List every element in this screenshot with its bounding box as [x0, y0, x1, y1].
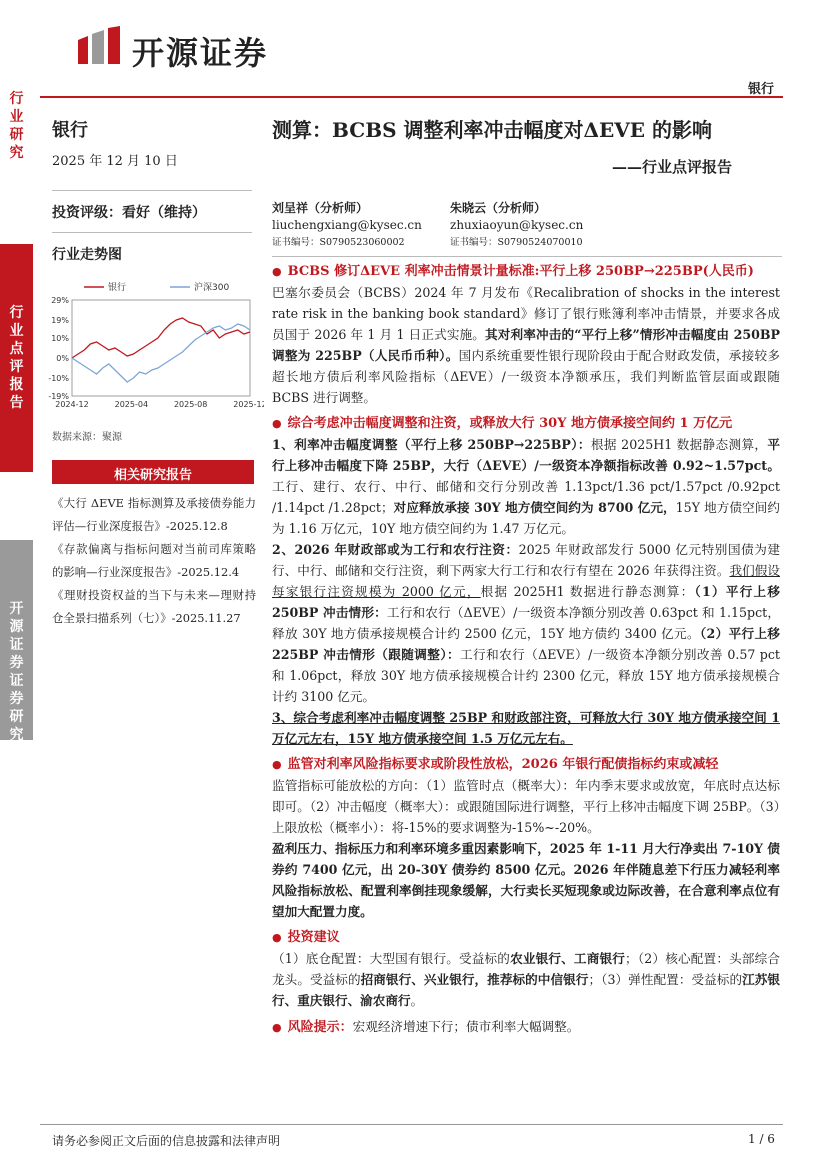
section-paragraph: 监管指标可能放松的方向：（1）监管时点（概率大）：年内季末要求或放宽，年底时点达标即可。（2）冲击幅度（概率大）：或跟随国际进行调整，平行上移冲击幅度下调 25BP。（3）上限放松（概率小）：将-15%的要求调整为-15%~-20%。 [272, 778, 780, 835]
text: 根据 2025H1 数据静态测算， [590, 437, 768, 452]
section-heading: ● 投资建议 [272, 928, 780, 948]
related-title: 相关研究报告 [113, 468, 192, 483]
analyst-cert: 证书编号：S0790524070010 [450, 237, 583, 248]
footer-disclaimer: 请务必参阅正文后面的信息披露和法律声明 [52, 1134, 281, 1148]
section-heading: ● 综合考虑冲击幅度调整和注资，或释放大行 30Y 地方债承接空间约 1 万亿元 [272, 414, 780, 434]
sidebar-middle [0, 244, 33, 472]
x-tick-label: 2025-08 [173, 400, 208, 409]
page-subtitle: ——行业点评报告 [612, 158, 733, 176]
y-tick-label: 19% [51, 316, 69, 325]
sidebar-middle-label: 行业点评报告 [9, 305, 24, 411]
report-date: 2025 年 12 月 10 日 [52, 154, 178, 169]
text-emphasis: 招商银行、兴业银行，推荐标的中信银行 [360, 972, 589, 987]
risk-row [272, 1017, 780, 1038]
text-emphasis: 平行上移冲击幅度下降 25BP，大行（ΔEVE）/一级资本净额指标改善 0.92~1.57pct。 [272, 437, 780, 473]
section-paragraph [272, 948, 780, 1011]
analyst-name: 刘呈祥（分析师） [272, 201, 369, 215]
page-number: 1 / 6 [748, 1132, 775, 1146]
trend-chart [44, 278, 264, 418]
related-list [52, 492, 256, 630]
section-paragraph [272, 282, 780, 408]
y-tick-label: -19% [48, 392, 69, 401]
divider [52, 232, 252, 233]
section-heading: ● 监管对利率风险指标要求或阶段性放松，2026 年银行配债指标约束或减轻 [272, 755, 780, 775]
section-paragraph: 3、综合考虑利率冲击幅度调整 25BP 和财政部注资，可释放大行 30Y 地方债承接空间 1 万亿元左右，15Y 地方债承接空间 1.5 万亿元左右。 [272, 710, 780, 746]
analyst-2 [450, 200, 583, 251]
text: （1）底仓配置：大型国有银行。受益标的 [272, 951, 511, 966]
analyst-email[interactable]: zhuxiaoyun@kysec.cn [450, 218, 584, 232]
related-report-link[interactable]: 《存款偏离与指标问题对当前司库策略的影响—行业深度报告》-2025.12.4 [52, 542, 256, 579]
text-emphasis: （1）平行上移 250BP 冲击情形： [272, 584, 780, 620]
legend-label: 沪深300 [194, 283, 230, 293]
page-title: 测算：BCBS 调整利率冲击幅度对ΔEVE 的影响 [272, 118, 712, 142]
text: 宏观经济增速下行；债市利率大幅调整。 [352, 1019, 580, 1034]
text: 2025 年财政部发行 5000 亿元特别国债为建行、中行、邮储和交行注资，剩下两家大行工行和农行有望在 2026 年获得注资。 [272, 542, 780, 578]
x-tick-label: 2024-12 [55, 400, 89, 409]
industry-label: 银行 [52, 120, 88, 141]
y-tick-label: 29% [51, 296, 69, 305]
related-report-link[interactable]: 《理财投资权益的当下与未来—理财持仓全景扫描系列（七）》-2025.11.27 [52, 588, 256, 625]
text-emphasis: （2）平行上移 225BP 冲击情形（跟随调整）： [272, 626, 780, 662]
y-tick-label: 10% [51, 334, 69, 343]
section-paragraph: 盈利压力、指标压力和利率环境多重因素影响下，2025 年 1-11 月大行净卖出 7-10Y 债券约 7400 亿元，出 20-30Y 债券约 8500 亿元。2026 年伴随息差下行压力减轻利率风险指标放松、配置利率倒挂现象缓解，大行卖长买短现象或边际改善，在合意利率点位有望加大配置力度。 [272, 841, 780, 919]
industry-tag: 银行 [748, 82, 775, 97]
text-emphasis: 2、2026 年财政部或为工行和农行注资： [272, 542, 519, 557]
text: 巴塞尔委员会（BCBS）2024 年 7 月发布《Recalibration of shocks in the interest rate risk in the banking book standard》修订了银行账簿利率冲击情景，并要求各成员国于 2026 年 1 月 1 日正式实施。 [272, 285, 780, 342]
divider [52, 190, 252, 191]
analyst-email[interactable]: liuchengxiang@kysec.cn [272, 218, 422, 232]
series-line-bank [72, 318, 250, 358]
section-paragraph [272, 539, 780, 707]
text-emphasis: 农业银行、工商银行 [510, 951, 626, 966]
section-heading: ● 风险提示： [272, 1020, 353, 1035]
text-emphasis: 其对利率冲击的“平行上移”情形冲击幅度由 250BP 调整为 225BP（人民币币种）。 [272, 327, 780, 363]
sidebar-top [0, 84, 33, 234]
brand-name: 开源证券 [132, 34, 269, 72]
text: 工行、建行、农行、中行、邮储和交行分别改善 1.13pct/1.36 pct/1.57pct /0.92pct /1.14pct /1.28pct； [272, 479, 780, 515]
footer-rule [40, 1124, 783, 1125]
analyst-1 [272, 200, 422, 251]
text-emphasis: 对应释放承接 30Y 地方债空间约为 8700 亿元， [393, 500, 676, 515]
text: ；（2）核心配置：头部综合龙头。受益标的 [272, 951, 781, 987]
rating: 投资评级：看好（维持） [52, 205, 206, 221]
sidebar-top-label: 行业研究 [9, 91, 24, 161]
legend-label: 银行 [108, 283, 127, 293]
header-rule [40, 96, 783, 98]
sidebar-bottom [0, 540, 33, 779]
text: 15Y 地方债空间约为 1.16 万亿元，10Y 地方债空间约为 1.47 万亿元。 [272, 500, 780, 536]
x-tick-label: 2025-12 [233, 400, 264, 409]
plot-frame [72, 300, 250, 396]
sidebar-bottom-label: 开源证券 证券研究报告 [9, 601, 24, 779]
analyst-name: 朱晓云（分析师） [450, 201, 547, 215]
logo [76, 26, 122, 68]
related-report-link[interactable]: 《大行 ΔEVE 指标测算及承接债券能力评估—行业深度报告》-2025.12.8 [52, 496, 256, 533]
y-tick-label: 0% [56, 354, 69, 363]
chart-source: 数据来源：聚源 [52, 432, 122, 443]
text: 根据 2025H1 数据进行静态测算： [480, 584, 695, 599]
text: 。 [410, 993, 424, 1008]
text-emphasis: 1、利率冲击幅度调整（平行上移 250BP→225BP）： [272, 437, 591, 452]
trend-title: 行业走势图 [52, 247, 122, 263]
text-underline: 我们假设每家银行注资规模为 2000 亿元， [272, 563, 780, 599]
analyst-cert: 证书编号：S0790523060002 [272, 237, 405, 248]
x-tick-label: 2025-04 [114, 400, 149, 409]
text: ；（3）弹性配置：受益标的 [588, 972, 743, 987]
report-body [272, 262, 780, 1038]
text: 国内系统重要性银行现阶段由于配合财政发债，承接较多超长地方债后利率风险指标（ΔEVE）/一级资本净额承压，我们判断监管层面或跟随 BCBS 进行调整。 [272, 348, 780, 405]
text-emphasis: 江苏银行、重庆银行、渝农商行 [272, 972, 781, 1008]
series-line-csi300 [72, 324, 250, 382]
section-heading: ● BCBS 修订ΔEVE 利率冲击情景计量标准:平行上移 250BP→225BP(人民币) [272, 262, 780, 282]
text: 工行和农行（ΔEVE）/一级资本净额分别改善 0.63pct 和 1.15pct，释放 30Y 地方债承接规模合计约 2500 亿元，15Y 地方债约 3400 亿元。 [272, 605, 780, 641]
y-tick-label: -10% [48, 374, 69, 383]
divider [272, 256, 782, 257]
section-paragraph [272, 434, 780, 539]
text: 工行和农行（ΔEVE）/一级资本净额分别改善 0.57 pct 和 1.06pct，释放 30Y 地方债承接规模合计约 2300 亿元，释放 15Y 地方债承接规模合计约 3100 亿元。 [272, 647, 780, 704]
